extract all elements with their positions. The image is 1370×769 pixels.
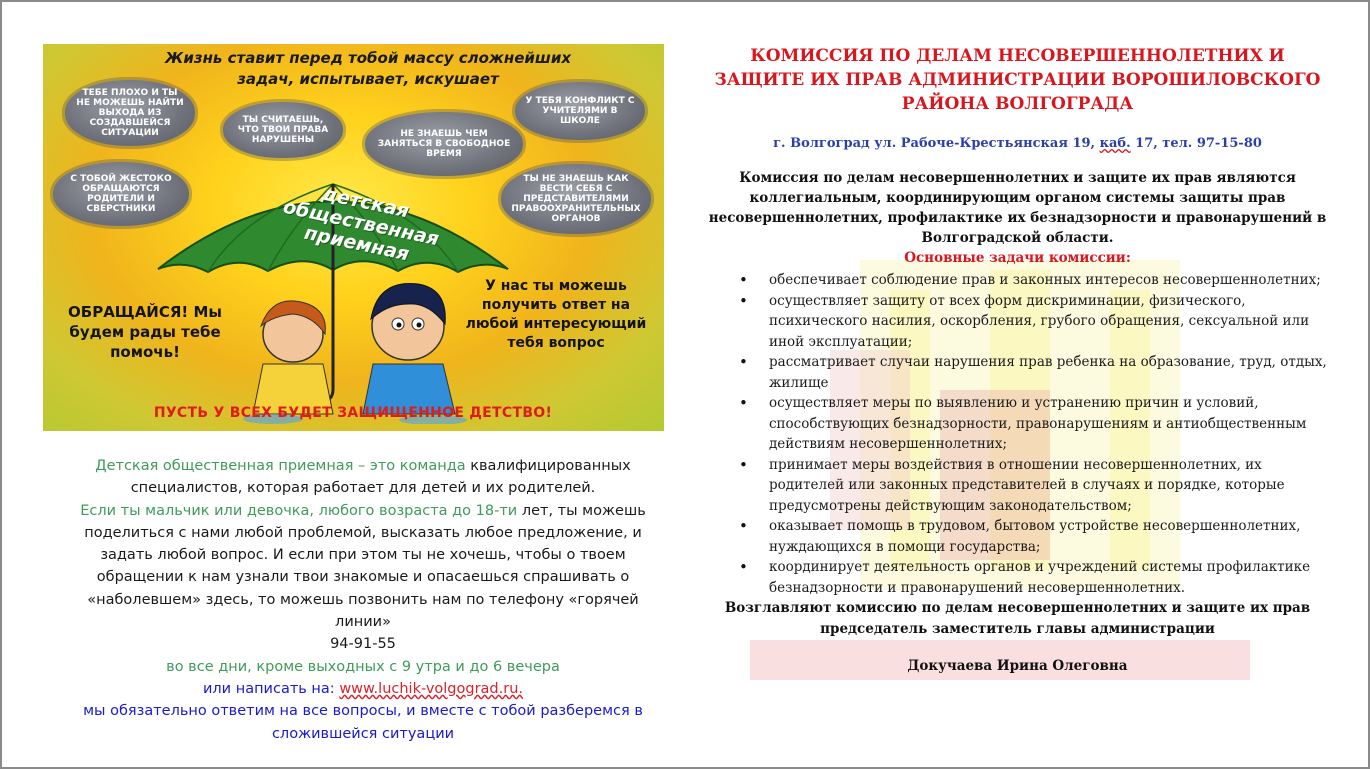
hotline-phone: 94-91-55: [330, 636, 396, 653]
reception-description: [60, 455, 666, 745]
invitation-highlight: Если ты мальчик или девочка, любого возраста до 18-ти: [80, 502, 518, 519]
problem-cloud: У ТЕБЯ КОНФЛИКТ С УЧИТЕЛЯМИ В ШКОЛЕ: [515, 82, 645, 140]
commission-head-line: Возглавляют комиссию по делам несовершеннолетних и защите их прав председатель заместитель главы администрации: [724, 600, 1311, 637]
problem-cloud: ТЫ СЧИТАЕШЬ, ЧТО ТВОИ ПРАВА НАРУШЕНЫ: [223, 102, 343, 158]
commission-address: г. Волгоград ул. Рабоче-Крестьянская 19, каб. 17, тел. 97-15-80: [773, 136, 1262, 151]
commission-info: [705, 44, 1330, 676]
chairperson-name: Докучаева Ирина Олеговна: [907, 658, 1128, 674]
poster-headline: Жизнь ставит перед тобой массу сложнейших задач, испытывает, искушает: [164, 49, 572, 88]
task-item: • осуществляет меры по выявлению и устранению причин и условий, способствующих безнадзорности, правонарушениям и антиобщественным действиям несовершеннолетних;: [769, 393, 1330, 455]
poster-answer-promise: У нас ты можешь получить ответ на любой интересующий тебя вопрос: [465, 278, 647, 351]
poster-image: [43, 44, 664, 431]
write-prefix: или написать на:: [202, 680, 335, 697]
problem-cloud: НЕ ЗНАЕШЬ ЧЕМ ЗАНЯТЬСЯ В СВОБОДНОЕ ВРЕМЯ: [365, 112, 523, 176]
invitation-rest: лет, ты можешь поделиться с нами любой проблемой, высказать любое предложение, и задать любой вопрос. И если при этом ты не хочешь, чтобы о твоем обращении к нам узнали твои знакомые и опасаешься спрашивать о «наболевшем» здесь, то можешь позвонить нам по телефону «горячей линии»: [84, 502, 646, 631]
task-item: • осуществляет защиту от всех форм дискриминации, физического, психического насилия, оскорбления, грубого обращения, сексуальной или иной эксплуатации;: [769, 291, 1330, 353]
task-item: • оказывает помощь в трудовом, бытовом устройстве несовершеннолетних, нуждающихся в помощи государства;: [769, 516, 1330, 557]
invitation-paragraph: [60, 500, 666, 634]
poster-call-to-action: ОБРАЩАЙСЯ! Мы будем рады тебе помочь!: [68, 303, 222, 361]
commission-intro: Комиссия по делам несовершеннолетних и защите их прав являются коллегиальным, координирующим органом системы защиты прав несовершеннолетних, профилактике их безнадзорности и правонарушений в Волгоградской области.: [708, 170, 1327, 246]
task-item: • обеспечивает соблюдение прав и законных интересов несовершеннолетних;: [769, 270, 1330, 291]
commission-title: КОМИССИЯ ПО ДЕЛАМ НЕСОВЕРШЕННОЛЕТНИХ И ЗАЩИТЕ ИХ ПРАВ АДМИНИСТРАЦИИ ВОРОШИЛОВСКОГО РАЙОНА ВОЛГОГРАДА: [714, 46, 1321, 114]
website-link[interactable]: www.luchik-volgograd.ru.: [339, 680, 523, 697]
kids-illustration: [233, 264, 493, 424]
intro-rest: квалифицированных специалистов, которая работает для детей и их родителей.: [130, 458, 631, 497]
working-hours: во все дни, кроме выходных с 9 утра и до 6 вечера: [166, 658, 560, 675]
answer-promise: мы обязательно ответим на все вопросы, и вместе с тобой разберемся в сложившейся ситуации: [83, 703, 643, 742]
tasks-list: [705, 270, 1330, 598]
problem-cloud: ТЕБЕ ПЛОХО И ТЫ НЕ МОЖЕШЬ НАЙТИ ВЫХОДА ИЗ СОЗДАВШЕЙСЯ СИТУАЦИИ: [65, 80, 195, 146]
task-item: • координирует деятельность органов и учреждений системы профилактике безнадзорности и правонарушений несовершеннолетних.: [769, 557, 1330, 598]
intro-highlight: Детская общественная приемная – это команда: [95, 458, 466, 474]
problem-cloud: ТЫ НЕ ЗНАЕШЬ КАК ВЕСТИ СЕБЯ С ПРЕДСТАВИТЕЛЯМИ ПРАВООХРАНИТЕЛЬНЫХ ОРГАНОВ: [501, 164, 651, 234]
write-line: [60, 678, 666, 700]
umbrella-text: детская общественная приемная: [281, 182, 441, 266]
task-item: • принимает меры воздействия в отношении несовершеннолетних, их родителей или законных представителей в случаях и порядке, которые предусмотрены действующим законодательством;: [769, 455, 1330, 517]
task-item: • рассматривает случаи нарушения прав ребенка на образование, труд, отдых, жилище: [769, 352, 1330, 393]
intro-paragraph: [60, 455, 666, 500]
poster-slogan: ПУСТЬ У ВСЕХ БУДЕТ ЗАЩИЩЕННОЕ ДЕТСТВО!: [153, 405, 553, 421]
tasks-heading: Основные задачи комиссии:: [904, 250, 1131, 266]
problem-cloud: С ТОБОЙ ЖЕСТОКО ОБРАЩАЮТСЯ РОДИТЕЛИ И СВЕРСТНИКИ: [53, 162, 189, 226]
